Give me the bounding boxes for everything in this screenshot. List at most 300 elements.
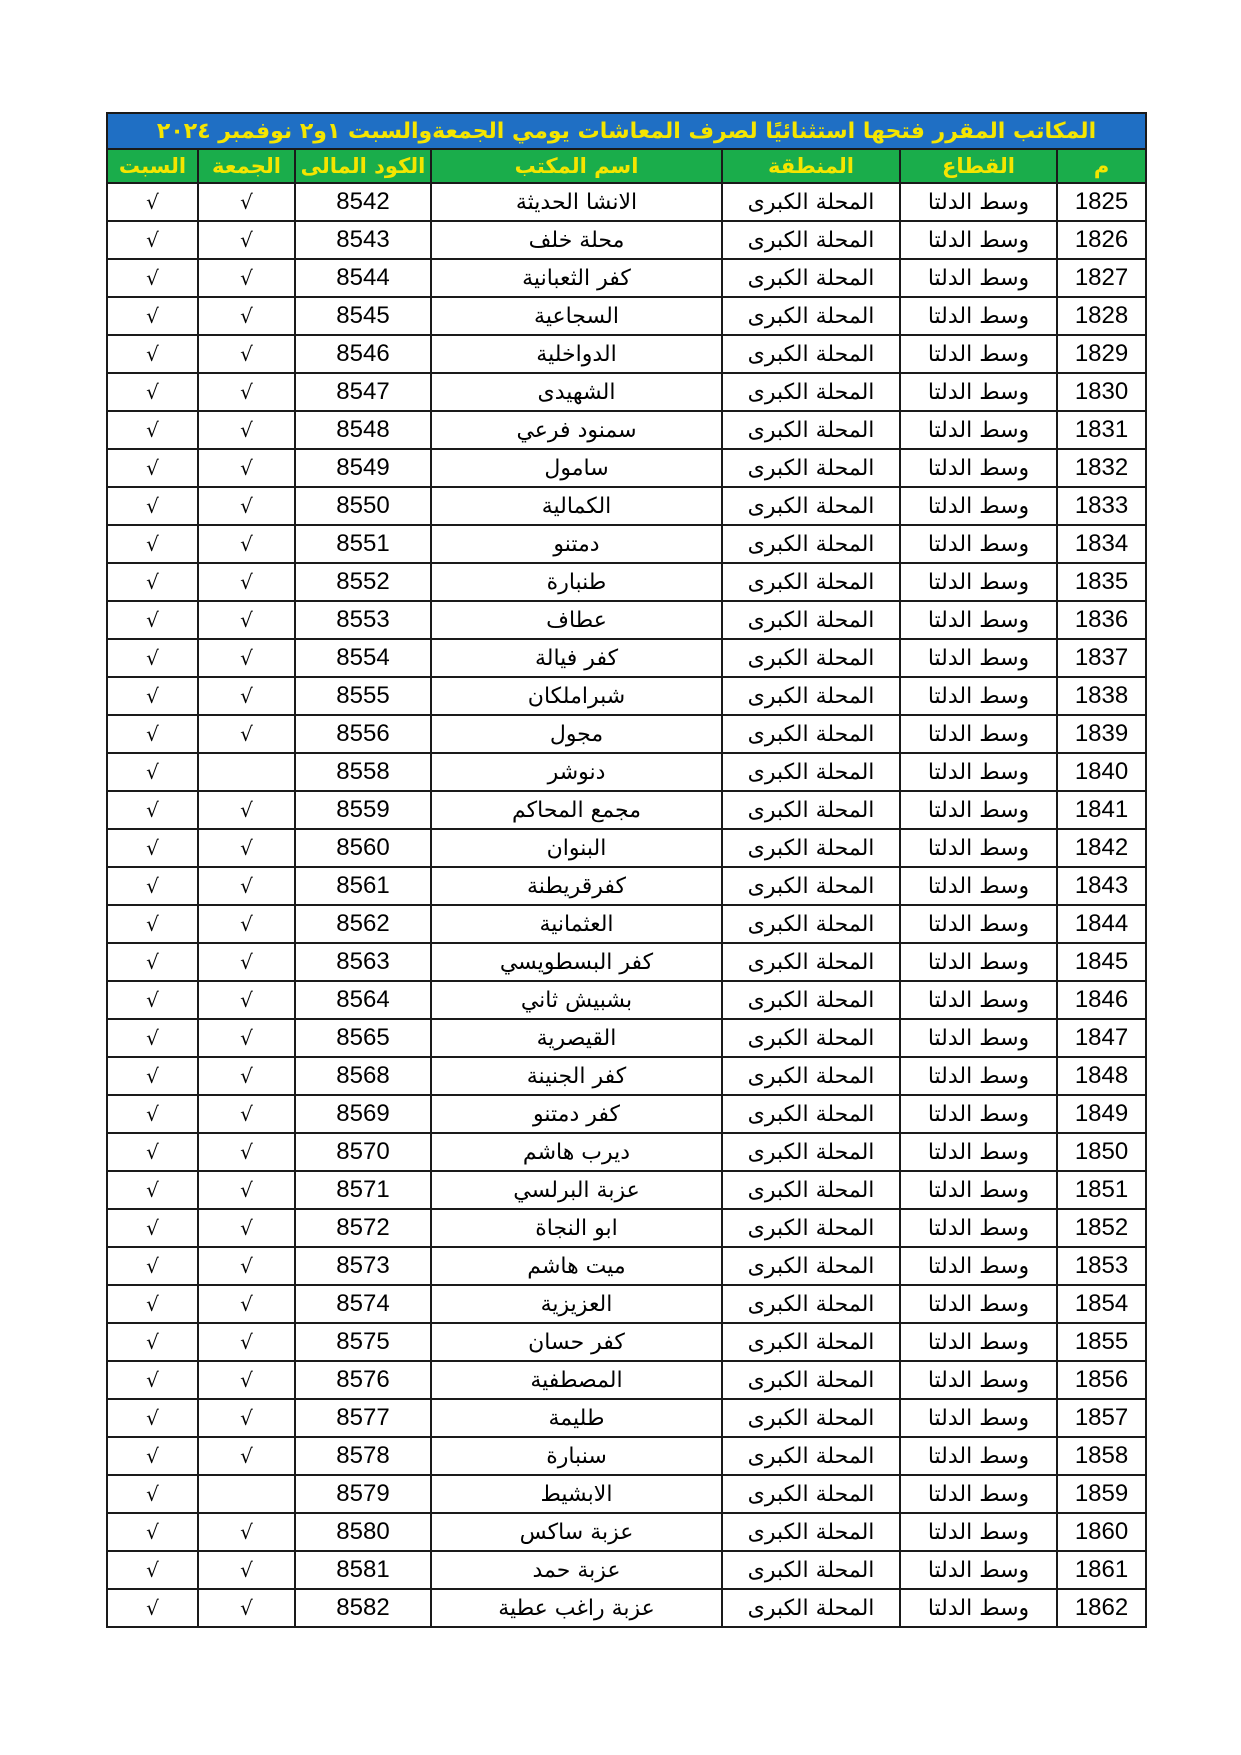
cell-index: 1853 — [1057, 1247, 1146, 1285]
cell-saturday: √ — [107, 563, 198, 601]
cell-region: المحلة الكبرى — [722, 1399, 900, 1437]
table-row — [107, 677, 1146, 715]
cell-saturday: √ — [107, 183, 198, 221]
cell-friday: √ — [198, 715, 295, 753]
cell-region: المحلة الكبرى — [722, 1323, 900, 1361]
cell-friday: √ — [198, 1095, 295, 1133]
cell-region: المحلة الكبرى — [722, 1589, 900, 1627]
cell-saturday: √ — [107, 487, 198, 525]
cell-index: 1861 — [1057, 1551, 1146, 1589]
cell-friday: √ — [198, 981, 295, 1019]
cell-region: المحلة الكبرى — [722, 297, 900, 335]
cell-code: 8565 — [295, 1019, 431, 1057]
cell-code: 8563 — [295, 943, 431, 981]
cell-code: 8552 — [295, 563, 431, 601]
cell-sector: وسط الدلتا — [900, 905, 1057, 943]
table-row — [107, 373, 1146, 411]
cell-saturday: √ — [107, 1133, 198, 1171]
cell-saturday: √ — [107, 1513, 198, 1551]
cell-office: شبراملكان — [431, 677, 722, 715]
cell-region: المحلة الكبرى — [722, 183, 900, 221]
cell-friday: √ — [198, 487, 295, 525]
cell-index: 1829 — [1057, 335, 1146, 373]
cell-friday: √ — [198, 1437, 295, 1475]
header-code: الكود المالى — [295, 149, 431, 183]
cell-index: 1844 — [1057, 905, 1146, 943]
cell-code: 8573 — [295, 1247, 431, 1285]
table-row — [107, 715, 1146, 753]
cell-code: 8571 — [295, 1171, 431, 1209]
cell-region: المحلة الكبرى — [722, 981, 900, 1019]
cell-saturday: √ — [107, 867, 198, 905]
cell-saturday: √ — [107, 525, 198, 563]
cell-index: 1838 — [1057, 677, 1146, 715]
cell-friday: √ — [198, 677, 295, 715]
table-row — [107, 1513, 1146, 1551]
cell-saturday: √ — [107, 1209, 198, 1247]
cell-friday: √ — [198, 1551, 295, 1589]
cell-office: العثمانية — [431, 905, 722, 943]
cell-office: الكمالية — [431, 487, 722, 525]
cell-office: سامول — [431, 449, 722, 487]
table-row — [107, 297, 1146, 335]
cell-index: 1846 — [1057, 981, 1146, 1019]
cell-office: ابو النجاة — [431, 1209, 722, 1247]
cell-office: البنوان — [431, 829, 722, 867]
cell-saturday: √ — [107, 449, 198, 487]
cell-sector: وسط الدلتا — [900, 1057, 1057, 1095]
cell-sector: وسط الدلتا — [900, 411, 1057, 449]
cell-saturday: √ — [107, 259, 198, 297]
cell-index: 1848 — [1057, 1057, 1146, 1095]
cell-code: 8581 — [295, 1551, 431, 1589]
cell-index: 1862 — [1057, 1589, 1146, 1627]
table-row — [107, 449, 1146, 487]
cell-index: 1857 — [1057, 1399, 1146, 1437]
cell-index: 1839 — [1057, 715, 1146, 753]
cell-code: 8562 — [295, 905, 431, 943]
cell-sector: وسط الدلتا — [900, 1589, 1057, 1627]
cell-code: 8551 — [295, 525, 431, 563]
cell-office: العزيزية — [431, 1285, 722, 1323]
cell-friday: √ — [198, 791, 295, 829]
cell-code: 8554 — [295, 639, 431, 677]
cell-saturday: √ — [107, 373, 198, 411]
table-row — [107, 601, 1146, 639]
cell-sector: وسط الدلتا — [900, 1209, 1057, 1247]
cell-office: كفرقريطنة — [431, 867, 722, 905]
cell-index: 1851 — [1057, 1171, 1146, 1209]
cell-index: 1860 — [1057, 1513, 1146, 1551]
cell-index: 1837 — [1057, 639, 1146, 677]
cell-office: ميت هاشم — [431, 1247, 722, 1285]
cell-index: 1843 — [1057, 867, 1146, 905]
table-row — [107, 183, 1146, 221]
cell-office: عزبة راغب عطية — [431, 1589, 722, 1627]
cell-friday: √ — [198, 297, 295, 335]
cell-office: المصطفية — [431, 1361, 722, 1399]
cell-code: 8543 — [295, 221, 431, 259]
cell-friday: √ — [198, 1323, 295, 1361]
cell-index: 1825 — [1057, 183, 1146, 221]
cell-region: المحلة الكبرى — [722, 867, 900, 905]
header-office: اسم المكتب — [431, 149, 722, 183]
cell-friday: √ — [198, 1133, 295, 1171]
cell-code: 8544 — [295, 259, 431, 297]
cell-region: المحلة الكبرى — [722, 1019, 900, 1057]
cell-office: كفر البسطويسي — [431, 943, 722, 981]
table-row — [107, 411, 1146, 449]
cell-index: 1845 — [1057, 943, 1146, 981]
table-row — [107, 981, 1146, 1019]
cell-index: 1856 — [1057, 1361, 1146, 1399]
cell-saturday: √ — [107, 1437, 198, 1475]
table-row — [107, 1247, 1146, 1285]
table-row — [107, 1589, 1146, 1627]
cell-friday: √ — [198, 449, 295, 487]
cell-friday: √ — [198, 525, 295, 563]
cell-sector: وسط الدلتا — [900, 563, 1057, 601]
cell-office: بشبيش ثاني — [431, 981, 722, 1019]
header-friday: الجمعة — [198, 149, 295, 183]
cell-region: المحلة الكبرى — [722, 601, 900, 639]
cell-region: المحلة الكبرى — [722, 1361, 900, 1399]
cell-code: 8553 — [295, 601, 431, 639]
cell-region: المحلة الكبرى — [722, 1171, 900, 1209]
cell-region: المحلة الكبرى — [722, 829, 900, 867]
table-title: المكاتب المقرر فتحها استثنائيًا لصرف المعاشات يومي الجمعةوالسبت ١و٢ نوفمبر ٢٠٢٤ — [107, 113, 1146, 149]
cell-sector: وسط الدلتا — [900, 259, 1057, 297]
cell-office: سنبارة — [431, 1437, 722, 1475]
cell-sector: وسط الدلتا — [900, 1133, 1057, 1171]
cell-index: 1859 — [1057, 1475, 1146, 1513]
cell-friday — [198, 1475, 295, 1513]
cell-region: المحلة الكبرى — [722, 1247, 900, 1285]
cell-friday: √ — [198, 335, 295, 373]
cell-office: ديرب هاشم — [431, 1133, 722, 1171]
cell-saturday: √ — [107, 1247, 198, 1285]
table-row — [107, 487, 1146, 525]
cell-friday: √ — [198, 1589, 295, 1627]
cell-region: المحلة الكبرى — [722, 335, 900, 373]
cell-saturday: √ — [107, 221, 198, 259]
header-saturday: السبت — [107, 149, 198, 183]
cell-saturday: √ — [107, 1589, 198, 1627]
cell-office: طنبارة — [431, 563, 722, 601]
table-row — [107, 1285, 1146, 1323]
cell-region: المحلة الكبرى — [722, 943, 900, 981]
cell-friday: √ — [198, 639, 295, 677]
cell-code: 8575 — [295, 1323, 431, 1361]
cell-region: المحلة الكبرى — [722, 715, 900, 753]
cell-code: 8577 — [295, 1399, 431, 1437]
cell-sector: وسط الدلتا — [900, 1361, 1057, 1399]
cell-sector: وسط الدلتا — [900, 1247, 1057, 1285]
cell-sector: وسط الدلتا — [900, 677, 1057, 715]
table-row — [107, 259, 1146, 297]
table-row — [107, 791, 1146, 829]
cell-sector: وسط الدلتا — [900, 1551, 1057, 1589]
cell-friday: √ — [198, 867, 295, 905]
cell-friday — [198, 753, 295, 791]
table-row — [107, 1399, 1146, 1437]
cell-index: 1832 — [1057, 449, 1146, 487]
cell-index: 1852 — [1057, 1209, 1146, 1247]
cell-friday: √ — [198, 183, 295, 221]
cell-code: 8550 — [295, 487, 431, 525]
cell-saturday: √ — [107, 677, 198, 715]
cell-code: 8579 — [295, 1475, 431, 1513]
cell-friday: √ — [198, 259, 295, 297]
cell-code: 8564 — [295, 981, 431, 1019]
cell-sector: وسط الدلتا — [900, 753, 1057, 791]
cell-index: 1833 — [1057, 487, 1146, 525]
table-row — [107, 1323, 1146, 1361]
cell-sector: وسط الدلتا — [900, 639, 1057, 677]
cell-region: المحلة الكبرى — [722, 639, 900, 677]
cell-friday: √ — [198, 563, 295, 601]
cell-saturday: √ — [107, 1323, 198, 1361]
table-row — [107, 1551, 1146, 1589]
cell-friday: √ — [198, 1361, 295, 1399]
cell-index: 1831 — [1057, 411, 1146, 449]
cell-sector: وسط الدلتا — [900, 525, 1057, 563]
cell-office: القيصرية — [431, 1019, 722, 1057]
cell-saturday: √ — [107, 1095, 198, 1133]
cell-saturday: √ — [107, 1551, 198, 1589]
cell-region: المحلة الكبرى — [722, 221, 900, 259]
cell-region: المحلة الكبرى — [722, 525, 900, 563]
cell-region: المحلة الكبرى — [722, 487, 900, 525]
cell-code: 8556 — [295, 715, 431, 753]
table-row — [107, 753, 1146, 791]
cell-saturday: √ — [107, 639, 198, 677]
cell-friday: √ — [198, 1247, 295, 1285]
cell-code: 8555 — [295, 677, 431, 715]
cell-index: 1826 — [1057, 221, 1146, 259]
cell-index: 1855 — [1057, 1323, 1146, 1361]
cell-region: المحلة الكبرى — [722, 791, 900, 829]
cell-region: المحلة الكبرى — [722, 1475, 900, 1513]
cell-region: المحلة الكبرى — [722, 1513, 900, 1551]
table-row — [107, 525, 1146, 563]
cell-friday: √ — [198, 411, 295, 449]
cell-sector: وسط الدلتا — [900, 1171, 1057, 1209]
cell-code: 8560 — [295, 829, 431, 867]
cell-friday: √ — [198, 1057, 295, 1095]
cell-sector: وسط الدلتا — [900, 221, 1057, 259]
cell-office: كفر الثعبانية — [431, 259, 722, 297]
cell-sector: وسط الدلتا — [900, 943, 1057, 981]
cell-friday: √ — [198, 373, 295, 411]
cell-code: 8546 — [295, 335, 431, 373]
cell-code: 8548 — [295, 411, 431, 449]
cell-region: المحلة الكبرى — [722, 1133, 900, 1171]
cell-region: المحلة الكبرى — [722, 677, 900, 715]
cell-office: مجمع المحاكم — [431, 791, 722, 829]
cell-index: 1849 — [1057, 1095, 1146, 1133]
cell-region: المحلة الكبرى — [722, 1095, 900, 1133]
cell-sector: وسط الدلتا — [900, 715, 1057, 753]
cell-sector: وسط الدلتا — [900, 867, 1057, 905]
table-row — [107, 1437, 1146, 1475]
cell-saturday: √ — [107, 1019, 198, 1057]
cell-office: الشهيدى — [431, 373, 722, 411]
cell-index: 1827 — [1057, 259, 1146, 297]
cell-saturday: √ — [107, 601, 198, 639]
cell-code: 8569 — [295, 1095, 431, 1133]
table-row — [107, 1095, 1146, 1133]
cell-saturday: √ — [107, 715, 198, 753]
table-row — [107, 867, 1146, 905]
cell-office: الابشيط — [431, 1475, 722, 1513]
cell-saturday: √ — [107, 829, 198, 867]
cell-region: المحلة الكبرى — [722, 1285, 900, 1323]
cell-office: الدواخلية — [431, 335, 722, 373]
table-body — [107, 183, 1146, 1627]
cell-sector: وسط الدلتا — [900, 981, 1057, 1019]
table-row — [107, 639, 1146, 677]
cell-sector: وسط الدلتا — [900, 829, 1057, 867]
cell-index: 1830 — [1057, 373, 1146, 411]
cell-index: 1834 — [1057, 525, 1146, 563]
cell-saturday: √ — [107, 943, 198, 981]
cell-region: المحلة الكبرى — [722, 411, 900, 449]
cell-saturday: √ — [107, 1171, 198, 1209]
header-index: م — [1057, 149, 1146, 183]
cell-office: مجول — [431, 715, 722, 753]
cell-code: 8547 — [295, 373, 431, 411]
cell-saturday: √ — [107, 1361, 198, 1399]
cell-sector: وسط الدلتا — [900, 1323, 1057, 1361]
cell-office: دمتنو — [431, 525, 722, 563]
cell-sector: وسط الدلتا — [900, 335, 1057, 373]
cell-friday: √ — [198, 1399, 295, 1437]
table-row — [107, 1361, 1146, 1399]
cell-code: 8558 — [295, 753, 431, 791]
cell-code: 8574 — [295, 1285, 431, 1323]
cell-sector: وسط الدلتا — [900, 1475, 1057, 1513]
cell-region: المحلة الكبرى — [722, 563, 900, 601]
cell-sector: وسط الدلتا — [900, 1399, 1057, 1437]
cell-sector: وسط الدلتا — [900, 373, 1057, 411]
table-row — [107, 335, 1146, 373]
cell-sector: وسط الدلتا — [900, 601, 1057, 639]
cell-saturday: √ — [107, 1399, 198, 1437]
cell-index: 1842 — [1057, 829, 1146, 867]
table-row — [107, 1171, 1146, 1209]
header-region: المنطقة — [722, 149, 900, 183]
cell-sector: وسط الدلتا — [900, 487, 1057, 525]
cell-saturday: √ — [107, 1057, 198, 1095]
cell-friday: √ — [198, 1285, 295, 1323]
cell-code: 8580 — [295, 1513, 431, 1551]
cell-office: عزبة ساكس — [431, 1513, 722, 1551]
cell-index: 1858 — [1057, 1437, 1146, 1475]
cell-region: المحلة الكبرى — [722, 1551, 900, 1589]
cell-code: 8576 — [295, 1361, 431, 1399]
cell-code: 8559 — [295, 791, 431, 829]
cell-region: المحلة الكبرى — [722, 905, 900, 943]
header-sector: القطاع — [900, 149, 1057, 183]
cell-region: المحلة الكبرى — [722, 449, 900, 487]
cell-office: كفر دمتنو — [431, 1095, 722, 1133]
table-row — [107, 943, 1146, 981]
cell-saturday: √ — [107, 411, 198, 449]
cell-sector: وسط الدلتا — [900, 449, 1057, 487]
cell-saturday: √ — [107, 335, 198, 373]
table-row — [107, 563, 1146, 601]
cell-code: 8561 — [295, 867, 431, 905]
cell-index: 1828 — [1057, 297, 1146, 335]
cell-office: السجاعية — [431, 297, 722, 335]
cell-office: عزبة حمد — [431, 1551, 722, 1589]
cell-code: 8549 — [295, 449, 431, 487]
cell-friday: √ — [198, 1209, 295, 1247]
cell-region: المحلة الكبرى — [722, 753, 900, 791]
cell-saturday: √ — [107, 1475, 198, 1513]
table-row — [107, 1475, 1146, 1513]
cell-office: كفر فيالة — [431, 639, 722, 677]
cell-code: 8578 — [295, 1437, 431, 1475]
cell-friday: √ — [198, 1019, 295, 1057]
cell-friday: √ — [198, 943, 295, 981]
cell-saturday: √ — [107, 1285, 198, 1323]
cell-code: 8572 — [295, 1209, 431, 1247]
cell-office: سمنود فرعي — [431, 411, 722, 449]
cell-index: 1847 — [1057, 1019, 1146, 1057]
cell-code: 8542 — [295, 183, 431, 221]
cell-sector: وسط الدلتا — [900, 1285, 1057, 1323]
cell-sector: وسط الدلتا — [900, 297, 1057, 335]
offices-table — [106, 112, 1147, 1628]
cell-sector: وسط الدلتا — [900, 183, 1057, 221]
cell-code: 8570 — [295, 1133, 431, 1171]
cell-office: الانشا الحديثة — [431, 183, 722, 221]
cell-office: كفر حسان — [431, 1323, 722, 1361]
cell-region: المحلة الكبرى — [722, 1057, 900, 1095]
cell-saturday: √ — [107, 297, 198, 335]
cell-region: المحلة الكبرى — [722, 373, 900, 411]
cell-office: محلة خلف — [431, 221, 722, 259]
cell-index: 1835 — [1057, 563, 1146, 601]
cell-code: 8568 — [295, 1057, 431, 1095]
cell-sector: وسط الدلتا — [900, 1095, 1057, 1133]
cell-office: عطاف — [431, 601, 722, 639]
cell-friday: √ — [198, 905, 295, 943]
cell-sector: وسط الدلتا — [900, 1437, 1057, 1475]
table-row — [107, 829, 1146, 867]
cell-code: 8582 — [295, 1589, 431, 1627]
table-row — [107, 1019, 1146, 1057]
cell-saturday: √ — [107, 905, 198, 943]
cell-friday: √ — [198, 1171, 295, 1209]
cell-friday: √ — [198, 221, 295, 259]
cell-code: 8545 — [295, 297, 431, 335]
cell-region: المحلة الكبرى — [722, 259, 900, 297]
table-row — [107, 1209, 1146, 1247]
cell-saturday: √ — [107, 791, 198, 829]
cell-sector: وسط الدلتا — [900, 1019, 1057, 1057]
cell-office: عزبة البرلسي — [431, 1171, 722, 1209]
table-row — [107, 1057, 1146, 1095]
cell-index: 1854 — [1057, 1285, 1146, 1323]
cell-index: 1850 — [1057, 1133, 1146, 1171]
cell-office: طليمة — [431, 1399, 722, 1437]
table-row — [107, 1133, 1146, 1171]
cell-sector: وسط الدلتا — [900, 1513, 1057, 1551]
cell-saturday: √ — [107, 981, 198, 1019]
